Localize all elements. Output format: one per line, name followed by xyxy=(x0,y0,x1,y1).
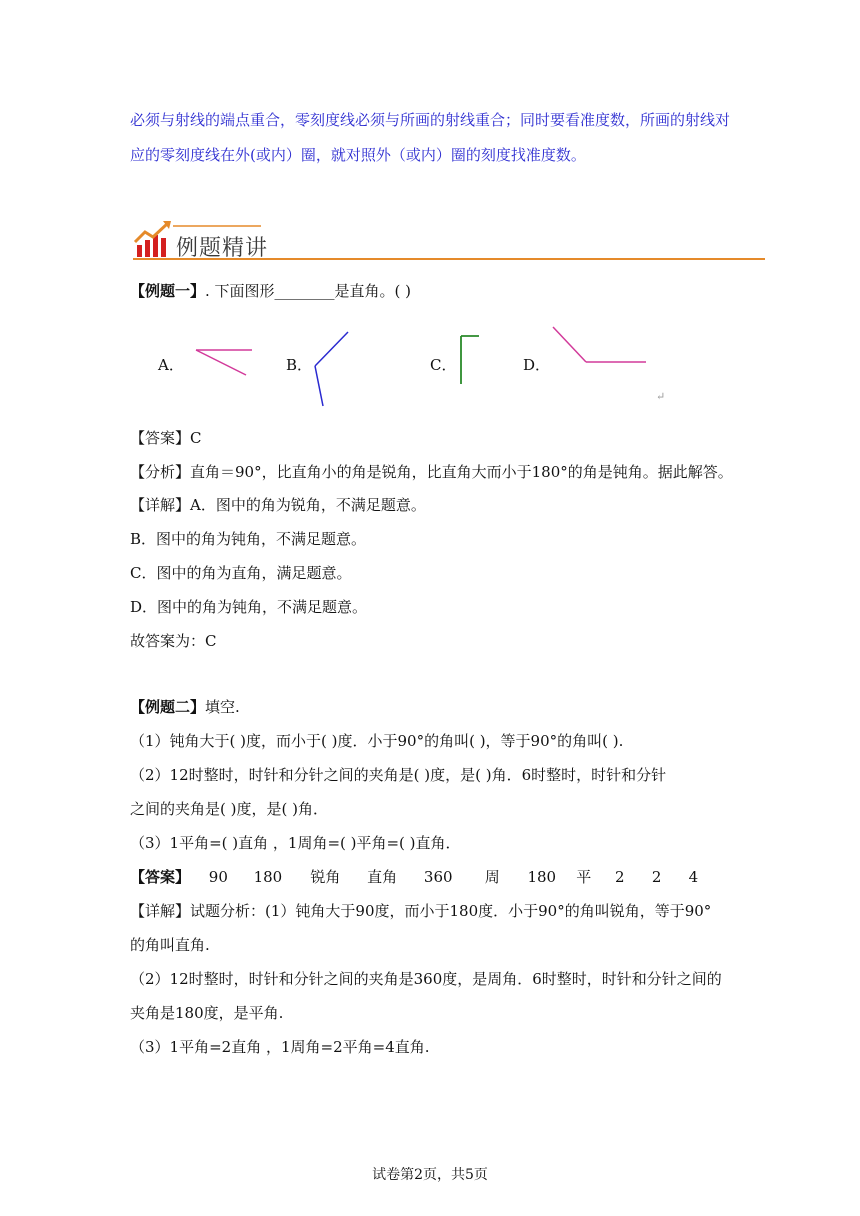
ex1-detail-b: B．图中的角为钝角，不满足题意。 xyxy=(130,530,367,548)
ex1-tag: 【例题一】 xyxy=(130,282,206,300)
ex1-question-text: . 下面图形________是直角。( ) xyxy=(205,282,412,300)
ex2-q2-line2: 之间的夹角是( )度，是( )角． xyxy=(130,800,328,818)
ex1-conclusion: 故答案为：C xyxy=(130,632,217,650)
ex2-detail-1b: 的角叫直角. xyxy=(130,936,210,954)
ex2-answer-6: 周 xyxy=(484,868,500,886)
ex1-question xyxy=(130,281,411,301)
option-a-label: A． xyxy=(158,356,184,374)
ex1-answer xyxy=(130,428,202,448)
ex2-detail-3: （3）1平角=2直角 ，1周角=2平角=4直角. xyxy=(130,1038,430,1056)
bar-chart-arrow-icon xyxy=(135,221,171,257)
ex2-detail-2b: 夹角是180度，是平角. xyxy=(130,1004,284,1022)
option-c-label: C． xyxy=(430,356,457,374)
ex2-answer-2: 180 xyxy=(253,868,283,886)
ex2-answer-3: 锐角 xyxy=(310,868,341,886)
section-title: 例题精讲 xyxy=(176,236,269,261)
ex1-answer-value: C xyxy=(190,429,202,447)
ex2-answer-4: 直角 xyxy=(367,868,398,886)
ex2-detail-1a-text: 试题分析：(1）钝角大于90度，而小于180度．小于90°的角叫锐角，等于90° xyxy=(190,902,712,920)
option-b-label: B． xyxy=(286,356,313,374)
ex2-answer-row xyxy=(130,867,709,887)
ex2-tag: 【例题二】 xyxy=(130,698,206,716)
ex2-answer-8: 平 xyxy=(576,868,592,886)
angle-c-figure xyxy=(456,333,486,388)
ex2-answer-7: 180 xyxy=(527,868,557,886)
ex1-analysis xyxy=(130,462,733,482)
page-footer: 试卷第2页，共5页 xyxy=(372,1167,488,1183)
ex1-detail-a-text: A．图中的角为锐角，不满足题意。 xyxy=(190,496,426,514)
ex1-detail-tag: 【详解】 xyxy=(130,496,191,514)
ex1-detail-d: D．图中的角为钝角，不满足题意。 xyxy=(130,598,368,616)
intro-line-2: 应的零刻度线在外(或内）圈，就对照外（或内）圈的刻度找准度数。 xyxy=(130,146,586,164)
angle-a-figure xyxy=(190,340,260,380)
ex1-analysis-tag: 【分析】 xyxy=(130,463,191,481)
ex2-detail-1a xyxy=(130,901,711,921)
ex2-answer-1: 90 xyxy=(208,868,228,886)
angle-b-figure xyxy=(308,328,356,410)
ex1-analysis-text: 直角＝90°，比直角小的角是锐角，比直角大而小于180°的角是钝角。据此解答。 xyxy=(190,463,733,481)
ex2-detail-tag: 【详解】 xyxy=(130,902,191,920)
option-d-label: D． xyxy=(523,356,551,374)
ex2-question-text: 填空. xyxy=(205,698,240,716)
ex2-answer-tag: 【答案】 xyxy=(130,868,191,886)
ex2-q2-line1: （2）12时整时，时针和分针之间的夹角是( )度，是( )角．6时整时，时针和分针 xyxy=(130,766,667,784)
ex2-question xyxy=(130,697,240,717)
ex2-answer-10: 2 xyxy=(651,868,662,886)
ex2-q1: （1）钝角大于( )度，而小于( )度．小于90°的角叫( )，等于90°的角叫( ). xyxy=(130,732,624,750)
ex2-answer-11: 4 xyxy=(688,868,699,886)
ex2-q3: （3）1平角=( )直角 ，1周角=( )平角=( )直角． xyxy=(130,834,461,852)
ex1-detail-c: C．图中的角为直角，满足题意。 xyxy=(130,564,352,582)
ex2-answer-5: 360 xyxy=(423,868,453,886)
intro-line-1: 必须与射线的端点重合，零刻度线必须与所画的射线重合；同时要看准度数，所画的射线对 xyxy=(130,111,731,129)
angle-d-figure xyxy=(548,322,652,368)
ex2-answer-9: 2 xyxy=(615,868,625,886)
ex1-answer-tag: 【答案】 xyxy=(130,429,191,447)
return-mark: ↵ xyxy=(656,390,666,403)
ex1-detail-a xyxy=(130,495,426,515)
ex2-detail-2a: （2）12时整时，时针和分针之间的夹角是360度，是周角．6时整时，时针和分针之间的 xyxy=(130,970,722,988)
